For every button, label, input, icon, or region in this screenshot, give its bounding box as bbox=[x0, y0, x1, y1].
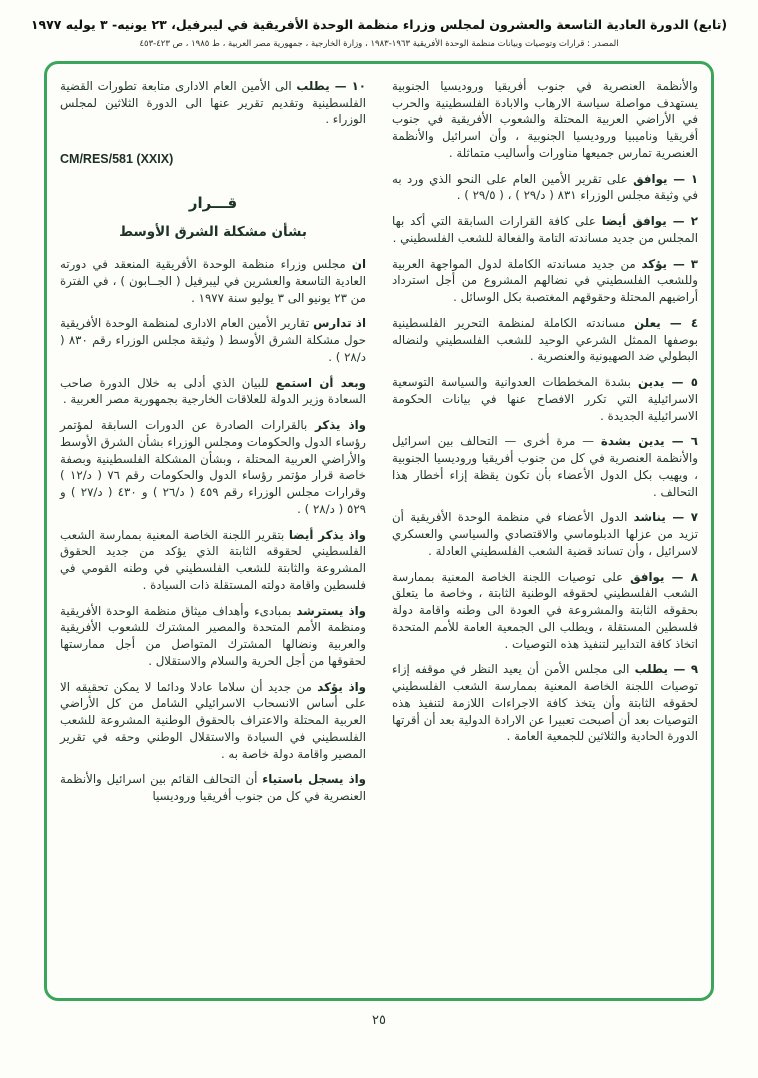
paragraph bbox=[392, 433, 698, 500]
paragraph-text: بمبادىء وأهداف ميثاق منظمة الوحدة الأفريقية ومنظمة الأمم المتحدة والمصير المشترك للشعوب الأفريقية والعربية ونضالها المشترك المتواصل من أجل ممارستها لحقوقها من أجل الحرية والسلام والاستقلال . bbox=[60, 603, 366, 668]
paragraph-lead: واذ يؤكد bbox=[317, 679, 366, 694]
paragraph bbox=[60, 771, 366, 805]
paragraph-text: على تقرير الأمين العام على النحو الذي ورد به في وثيقة مجلس الوزراء ٨٣١ ( د/٢٩ ) ، ( ٢٩/٥ ) . bbox=[392, 171, 698, 203]
column-left bbox=[60, 78, 366, 982]
paragraph-text: مساندته الكاملة لمنظمة التحرير الفلسطينية بوصفها الممثل الشرعي الوحيد للشعب الفلسطيني ولنضاله البطولي ضد الصهيونية والعنصرية . bbox=[392, 315, 698, 364]
paragraph-text: للبيان الذي أدلى به خلال الدورة صاحب السعادة وزير الدولة للعلاقات الخارجية بجمهورية مصر العربية . bbox=[60, 375, 366, 407]
paragraph-lead: ٩ — يطلب bbox=[634, 662, 699, 677]
paragraph-lead: ٨ — يوافق bbox=[630, 569, 698, 584]
paragraph bbox=[392, 315, 698, 365]
decree-title: قـــرار bbox=[188, 194, 238, 212]
paragraph-lead: اذ تدارس bbox=[313, 316, 367, 331]
paragraph-text: تقارير الأمين العام الادارى لمنظمة الوحدة الأفريقية حول مشكلة الشرق الأوسط ( وثيقة مجلس الوزراء رقم ٨٣٠ ( د/٢٨ ) . bbox=[60, 316, 366, 364]
paragraph bbox=[60, 78, 366, 128]
paragraph bbox=[392, 509, 698, 559]
paragraph-text: الى الأمين العام الادارى متابعة تطورات القضية الفلسطينية وتقديم تقرير عنها الى الدورة الثلاثين لمجلس الوزراء . bbox=[60, 78, 366, 127]
column-right bbox=[392, 78, 698, 982]
paragraph bbox=[60, 603, 366, 670]
paragraph-lead: واذ يسجل باستياء bbox=[262, 772, 367, 787]
paragraph-lead: ١ — يوافق bbox=[633, 171, 699, 186]
paragraph bbox=[60, 417, 366, 518]
paragraph-text: على توصيات اللجنة الخاصة المعنية بممارسة الشعب الفلسطيني لحقوقه الوطنية الثابتة ، وخاصة ما يتعلق بحقوقه الثابتة والمشروعة في العودة الى وطنه واقامة دولة فلسطين المستقلة ، ويطلب الى الجمعية العامة للأمم المتحدة اتخاذ كافة التدابير لتنفيذ هذه التوصيات . bbox=[392, 569, 698, 651]
paragraph-text: من جديد أن سلاما عادلا ودائما لا يمكن تحقيقه الا على أساس الانسحاب الاسرائيلي الشامل من كل الأراضي العربية المحتلة والاعتراف بالحقوق الوطنية المشروعة للشعب الفلسطيني في السيادة والاستقلال الوطني وحقه في تقرير المصير واقامة دولة خاصة به . bbox=[60, 679, 366, 761]
paragraph-lead: ١٠ — يطلب bbox=[296, 78, 367, 93]
paragraph bbox=[392, 171, 698, 205]
paragraph-lead: واذ يذكر أيضا bbox=[288, 527, 367, 542]
resolution-reference: CM/RES/581 (XXIX) bbox=[60, 152, 174, 166]
content-border-box bbox=[44, 61, 714, 1001]
paragraph bbox=[392, 256, 698, 306]
paragraph-lead: واذ يذكر bbox=[315, 418, 367, 432]
paragraph-lead: ٥ — يدين bbox=[637, 375, 698, 389]
paragraph bbox=[392, 661, 698, 745]
paragraph-lead: وبعد أن استمع bbox=[275, 375, 366, 390]
paragraph-text: بتقرير اللجنة الخاصة المعنية بممارسة الشعب الفلسطيني لحقوقه الثابتة الذي يؤكد من جديد الحقوق المشروعة والثابتة للشعب الفلسطيني في وطنه القومي في فلسطين واقامة دولته المستقلة ذات السيادة . bbox=[60, 527, 366, 592]
paragraph-lead: ٤ — يعلن bbox=[634, 315, 699, 330]
paragraph-text: الدول الأعضاء في منظمة الوحدة الأفريقية أن تزيد من عزلها الدبلوماسي والاقتصادي والسياسي والعسكري لاسرائيل ، وأن تساند قضية الشعب الفلسطيني العادلة . bbox=[392, 510, 698, 558]
page-number: ٢٥ bbox=[372, 1012, 386, 1028]
paragraph-text: على كافة القرارات السابقة التي أكد بها المجلس من جديد مساندته التامة والفعالة للشعب الفلسطيني . bbox=[392, 214, 698, 245]
paragraph-text: والأنظمة العنصرية في جنوب أفريقيا وروديسيا الجنوبية يستهدف مواصلة سياسة الارهاب والابادة الفلسطينية والحرب في الأراضي العربية المحتلة والشعوب الأفريقية في جنوب أفريقيا وناميبيا وروديسيا الجنوبية ، وأن اسرائيل والأنظمة العنصرية تمارس جميعها مناورات وأساليب متماثلة . bbox=[392, 78, 698, 160]
paragraph-lead: ٣ — يؤكد bbox=[641, 256, 698, 271]
paragraph-lead: ٦ — يدين بشدة bbox=[600, 434, 698, 449]
paragraph-text: — مرة أخرى — التحالف بين اسرائيل والأنظمة العنصرية في كل من جنوب أفريقيا وروديسيا الجنوبية ، ويهيب بكل الدول الأعضاء بأن تكون يقظة إزاء أخطار هذا التحالف . bbox=[392, 434, 698, 499]
paragraph-text: أن التحالف القائم بين اسرائيل والأنظمة العنصرية في كل من جنوب أفريقيا وروديسيا bbox=[60, 772, 366, 803]
paragraph-lead: ٧ — يناشد bbox=[633, 510, 698, 525]
paragraph-text: بالقرارات الصادرة عن الدورات السابقة لمؤتمر رؤساء الدول والحكومات ومجلس الوزراء بشأن الشرق الأوسط والأراضي العربية المحتلة ، وبشأن المشكلة الفلسطينية وبصفة خاصة قرار مؤتمر رؤساء الدول والحكومات رقم ٧٦ ( د/١٢ ) وقرارات مجلس الوزراء رقم ٤٥٩ ( د/٢٦ ) و ٤٣٠ ( د/٢٧ ) و ٥٢٩ ( د/٢٨ ) . bbox=[60, 418, 366, 516]
paragraph-lead: ٢ — يوافق أيضا bbox=[601, 214, 698, 228]
paragraph bbox=[60, 315, 366, 365]
paragraph-lead: واذ يسترشد bbox=[296, 603, 367, 618]
paragraph-lead: ان bbox=[351, 257, 366, 271]
paragraph-text: من جديد مساندته الكاملة لدول المواجهة العربية وللشعب الفلسطيني في نضالهم المشروع من أجل استرداد أراضيهم المحتلة وحقوقهم المغتصبة بكل الوسائل . bbox=[392, 256, 698, 304]
paragraph-text: مجلس وزراء منظمة الوحدة الأفريقية المنعقد في دورته العادية التاسعة والعشرين في ليبرفيل ( الجــابون ) ، في الفترة من ٢٣ يونيو الى ٣ يوليو سنة ١٩٧٧ . bbox=[60, 257, 366, 305]
paragraph-text: بشدة المخططات العدوانية والسياسة التوسعية الاسرائيلية التي تكرر الافصاح عنها في بيانات الحكومة الاسرائيلية الجديدة . bbox=[392, 375, 698, 423]
decree-subject: بشأن مشكلة الشرق الأوسط bbox=[119, 224, 307, 240]
header-source: المصدر : قرارات وتوصيات وبيانات منظمة الوحدة الأفريقية ١٩٦٣-١٩٨٣ ، وزارة الخارجية ، جمهورية مصر العربية ، ط ١٩٨٥ ، ص ٤٢٣-٤٥٣ bbox=[139, 38, 619, 49]
paragraph-text: الى مجلس الأمن أن يعيد النظر في موقفه إزاء توصيات اللجنة الخاصة المعنية بممارسة الشعب الفلسطيني لحقوقه الثابتة وأن يتخذ كافة الاجراءات اللازمة لتنفيذ هذه التوصيات بعد أن أصبحت تعبيرا عن الارادة الدولية بعد أن أقرتها الدورة الحادية والثلاثين للجمعية العامة . bbox=[392, 662, 698, 744]
header-title: (تابع) الدورة العادية التاسعة والعشرون لمجلس وزراء منظمة الوحدة الأفريقية في ليبرفيل، ٢٣ يونيه- ٣ يوليه ١٩٧٧ bbox=[30, 17, 728, 32]
page-header bbox=[24, 16, 734, 49]
paragraph bbox=[60, 256, 366, 306]
paragraph bbox=[60, 527, 366, 594]
paragraph bbox=[392, 213, 698, 247]
paragraph bbox=[392, 374, 698, 424]
paragraph bbox=[60, 679, 366, 763]
paragraph bbox=[392, 78, 698, 162]
paragraph bbox=[392, 569, 698, 653]
paragraph bbox=[60, 375, 366, 409]
